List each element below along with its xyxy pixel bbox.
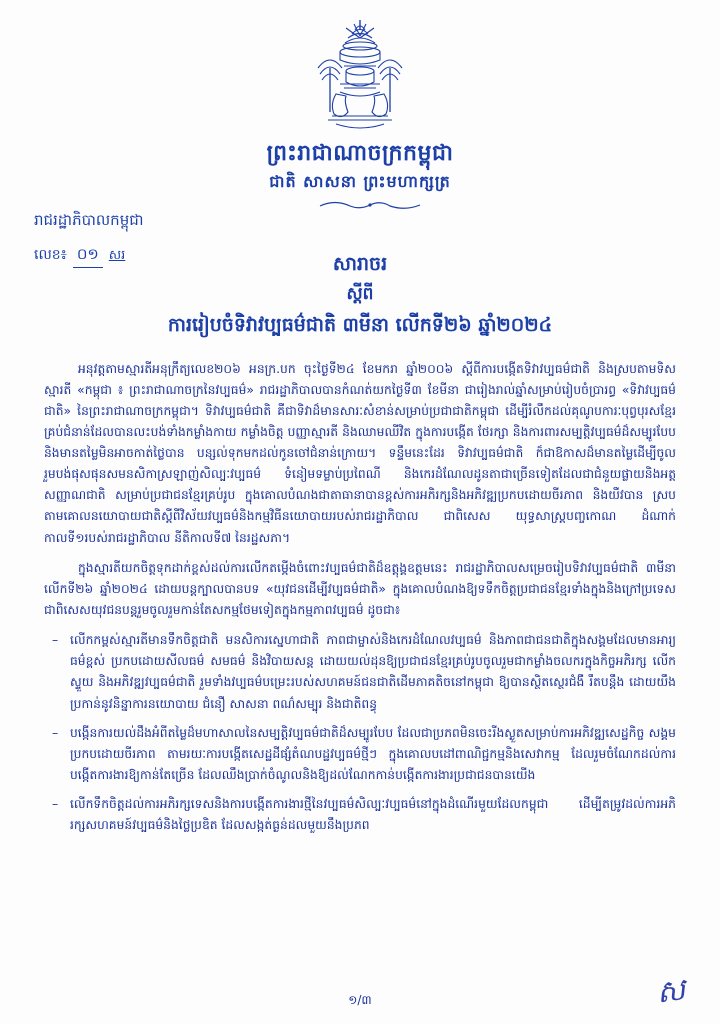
national-motto: ជាតិ សាសនា ព្រះមហាក្សត្រ [269, 171, 451, 191]
page-number: ១/៣ [348, 993, 372, 1007]
emblem-container [0, 0, 720, 136]
number-value: ០១ [73, 242, 103, 268]
doc-type-title: សារាចរ [332, 252, 388, 275]
document-body [44, 359, 676, 837]
list-item: – លើកកម្ពស់ស្មារតីមានទឹកចិត្តជាតិ មនសិការស្នេហាជាតិ ភាពជាម្ចាស់និងកេរដំណែលវប្បធម៌ និងភាពជាជនជាតិក្នុងសង្គមដែលមានអារ្យធម៌ខ្ពស់ ប្រកបដោយសីលធម៌ សមធម៌ និងវិបាយសន្ដ ដោយយល់ដុនឱ្យប្រជាជនខ្មែរគ្រប់រូបចូលរួមជាកម្លាំងចលករក្នុងកិច្ចអភិរក្ស លើកស្ទួយ និងអភិវឌ្ឍវប្បធម៌ជាតិ រួមទាំងវប្បធម៌បម្រេះរបស់សហគមន៍ជនជាតិដើមភាគតិចនៅកម្ពុជា ឱ្យបានស្ថិតស្ថេរជំងឺ រឹតបន្តឹង ដោយយឹងប្រកាន់នូវនិន្នាការនយោបាយ ជំនឿ សាសនា ពណ៌សម្បុរ និងជាតិពន្ធុ [44, 630, 676, 715]
paragraph-2: ក្នុងស្មារតីយកចិត្តទុកដាក់ខ្ពស់ដល់ការលើកតម្កើងចំពោះវប្បធម៌ជាតិដ៏ឧត្តុង្គឧត្តមនេះ រាជរដ្ឋាភិបាលសម្រេចរៀបទិវាវប្បធម៌ជាតិ ៣មីនា លើកទី២៦ ឆ្នាំ២០២៤ ដោយបន្តក្បាលបានបទ «យុវជនដើម្បីវប្បធម៌ជាតិ» ក្នុងគោលបំណងឱ្យទទឹកចិត្តប្រជាជនខ្មែរទាំងក្នុងនិងក្រៅប្រទេស ជាពិសេសយុវជនបន្តរួមចូលរួមកាន់តែសកម្មថែមទៀតក្នុងកម្មភាពវប្បធម៌ ដូចជា៖ [44, 560, 676, 618]
decorative-divider [315, 198, 405, 210]
doc-subject-label: ស្ដីពី [346, 283, 374, 304]
list-item: – បង្កើនការយល់ដឹងអំពីតម្លៃដ៏មហាសាលនៃសម្បត្តិវប្បធម៌ជាតិដ៏សម្បូរបែប ដែលជាប្រភពមិនចេះរីងស្ងួតសម្រាប់ការអភិវឌ្ឍសេដ្ឋកិច្ច សង្គមប្រកបដោយចីរភាព តាមរយៈការបង្កើតសេដ្ឋដីផ្សំតំណបដ្ឋវប្បធម៌ថ្មីៗ ក្នុងគោលបដៅពាណិជ្ជកម្មនិងសេវាកម្ម ដែលរួមចំណែកដល់ការបង្កើតការងារឱ្យកាន់តែច្រើន ដែលឈឹងប្រាក់ចំណូលនិងឱ្យដល់ណែកកាន់បង្កើតការងារប្រជាជនបានយើង [44, 723, 676, 786]
document-number-line [34, 242, 144, 268]
government-name: រាជរដ្ឋាភិបាលកម្ពុជា [34, 211, 144, 229]
bullet-list [44, 630, 676, 836]
number-suffix: សរ [108, 248, 126, 263]
list-item: – លើកទឹកចិត្តដល់ការអភិរក្សទេសនិងការបង្កើតការងារថ្មីនៃវប្បធម៌សិល្បៈវប្បធម៌នៅក្នុងដំណើរមួយដែលកម្ពុជា ដើម្បីតម្រូវដល់ការអភិរក្សសហគមន៍វប្បធម៌និងថ្លៃប្រឌិត ដែលសង្កត់ធ្ងន់ដលមួយនឹងប្រភព [44, 794, 676, 836]
divider-ornament-icon [315, 198, 425, 212]
signature-mark: ស [654, 972, 688, 1011]
royal-heading [0, 140, 720, 210]
kingdom-title: ព្រះរាជាណាចក្រកម្ពុជា [266, 141, 454, 166]
doc-subject-title: ការរៀបចំទិវាវប្បធម៌ជាតិ ៣មីនា លើកទី២៦ ឆ្នាំ២០២៤ [167, 313, 553, 336]
letterhead-left-block [34, 208, 144, 268]
royal-emblem-icon [300, 16, 420, 136]
number-label: លេខ៖ [34, 247, 67, 263]
paragraph-1: អនុវត្តតាមស្មារតីអនុក្រឹត្យលេខ២០៦ អនក្រ.បក ចុះថ្ងៃទី២៤ ខែមករា ឆ្នាំ២០០៦ ស្ដីពីការបង្កើតទិវាវប្បធម៌ជាតិ និងស្របតាមទិសស្មារតី «កម្ពុជា ៖ ព្រះរាជាណាចក្រនៃវប្បធម៌» រាជរដ្ឋាភិបាលបានកំណត់យកថ្ងៃទី៣ ខែមីនា ជារៀងរាល់ឆ្នាំសម្រាប់រៀបចំប្រារព្ធ «ទិវាវប្បធម៌ជាតិ» នៃព្រះរាជាណាចក្រកម្ពុជា។ ទិវាវប្បធម៌ជាតិ គឺជាទិវាដ៏មានសារៈសំខាន់សម្រាប់ប្រជាជាតិកម្ពុជា ដើម្បីរំលឹកដល់គុណូបការៈបុព្វបុរសខ្មែរគ្រប់ជំនាន់ដែលបានលះបង់ទាំងកម្លាំងកាយ កម្លាំងចិត្ត បញ្ញាស្មារតី និងឈាមឈីវិត ក្នុងការបង្កើត ថែរក្សា និងការពារសម្បត្តិវប្បធម៌ដ៏សម្បូរបែបនិងមានតម្លៃមិនអាចកាត់ថ្លៃបាន បន្សល់ទុកមកដល់កូនចៅជំនាន់ក្រោយ។ ទន្ទឹមនេះដែរ ទិវាវប្បធម៌ជាតិ ក៏ជាឱកាសដ៏មានតម្លៃដើម្បីចូលរួមបង់ផុសផុនសមនសិកាស្រឡាញ់សិល្បៈវប្បធម៌ ទំនៀមទម្លាប់ប្រពៃណី និងកេរដំណែលដូនតាជាច្រើនទៀតដែលជាជំនួយផ្លាយនិងអត្តសញ្ញាណជាតិ សម្រាប់ប្រជាជនខ្មែរគ្រប់រូប ក្នុងគោលបំណងជាតាធានាបានខ្ពស់ការអភិរក្សនិងអភិវឌ្ឍប្រកបដោយចីរភាព និងយឺវបាន ស្របតាមគោលនយោបាយជាតិស្ដីពីវិស័យវប្បធម៌និងកម្មវិធីនយោបាយរបស់រាជរដ្ឋាភិបាល ជាពិសេស យុទ្ធសាស្ត្របញ្ចកោណ ដំណាក់កាលទី១របស់រាជរដ្ឋាភិបាល នីតិកាលទី៧ នៃរដ្ឋសភា។ [44, 361, 676, 545]
